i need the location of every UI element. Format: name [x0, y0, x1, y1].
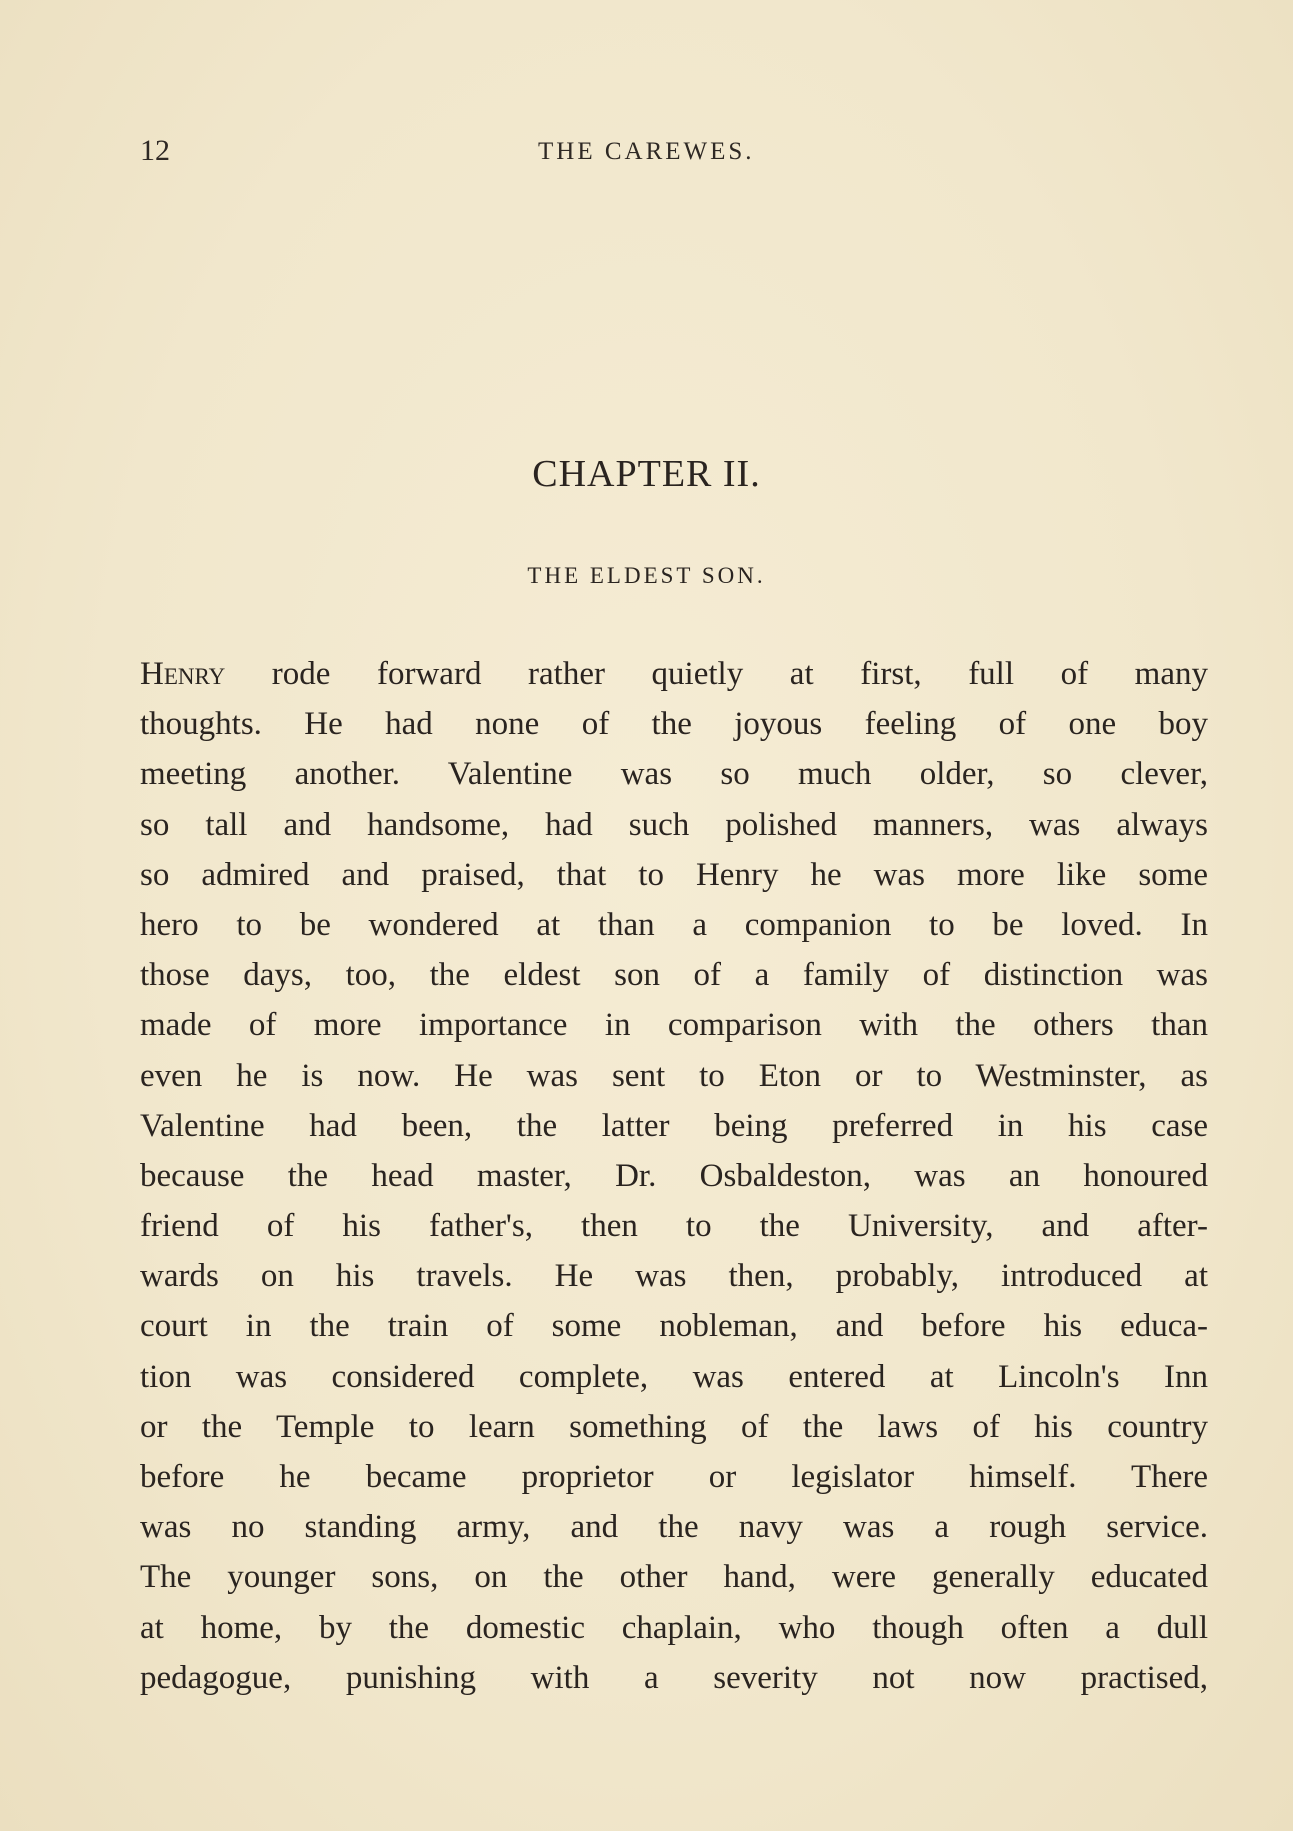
- text-line: even he is now. He was sent to Eton or to Westminster, as: [140, 1057, 1208, 1094]
- running-title: THE CAREWES.: [538, 138, 755, 165]
- body-text: [140, 649, 1208, 1703]
- text-line: so tall and handsome, had such polished manners, was always: [140, 806, 1208, 843]
- text-line: meeting another. Valentine was so much older, so clever,: [140, 756, 1208, 793]
- text-line-rest: rode forward rather quietly at first, full of many: [225, 656, 1208, 692]
- text-line: friend of his father's, then to the University, and after-: [140, 1208, 1208, 1245]
- text-line: pedagogue, punishing with a severity not now practised,: [140, 1659, 1208, 1696]
- text-line: court in the train of some nobleman, and before his educa-: [140, 1308, 1208, 1345]
- text-line: so admired and praised, that to Henry he was more like some: [140, 856, 1208, 893]
- chapter-heading: CHAPTER II.: [532, 453, 761, 495]
- text-line: those days, too, the eldest son of a family of distinction was: [140, 957, 1208, 994]
- text-line: or the Temple to learn something of the laws of his country: [140, 1408, 1208, 1445]
- chapter-subtitle: THE ELDEST SON.: [527, 563, 766, 588]
- first-word: Henry: [140, 656, 226, 692]
- text-line: because the head master, Dr. Osbaldeston, was an honoured: [140, 1157, 1208, 1194]
- text-line: at home, by the domestic chaplain, who though often a dull: [140, 1609, 1208, 1646]
- text-line: before he became proprietor or legislator himself. There: [140, 1459, 1208, 1495]
- text-line: hero to be wondered at than a companion to be loved. In: [140, 906, 1208, 943]
- text-line: The younger sons, on the other hand, were generally educated: [140, 1559, 1208, 1596]
- text-line: [140, 649, 1208, 699]
- page-number: 12: [140, 134, 170, 167]
- text-line: wards on his travels. He was then, probably, introduced at: [140, 1258, 1208, 1295]
- text-line: thoughts. He had none of the joyous feeling of one boy: [140, 706, 1208, 743]
- text-line: was no standing army, and the navy was a rough service.: [140, 1509, 1208, 1546]
- running-head: [140, 134, 1210, 174]
- text-line: Valentine had been, the latter being preferred in his case: [140, 1107, 1208, 1144]
- text-line: made of more importance in comparison with the others than: [140, 1007, 1208, 1044]
- text-line: tion was considered complete, was entered at Lincoln's Inn: [140, 1358, 1208, 1395]
